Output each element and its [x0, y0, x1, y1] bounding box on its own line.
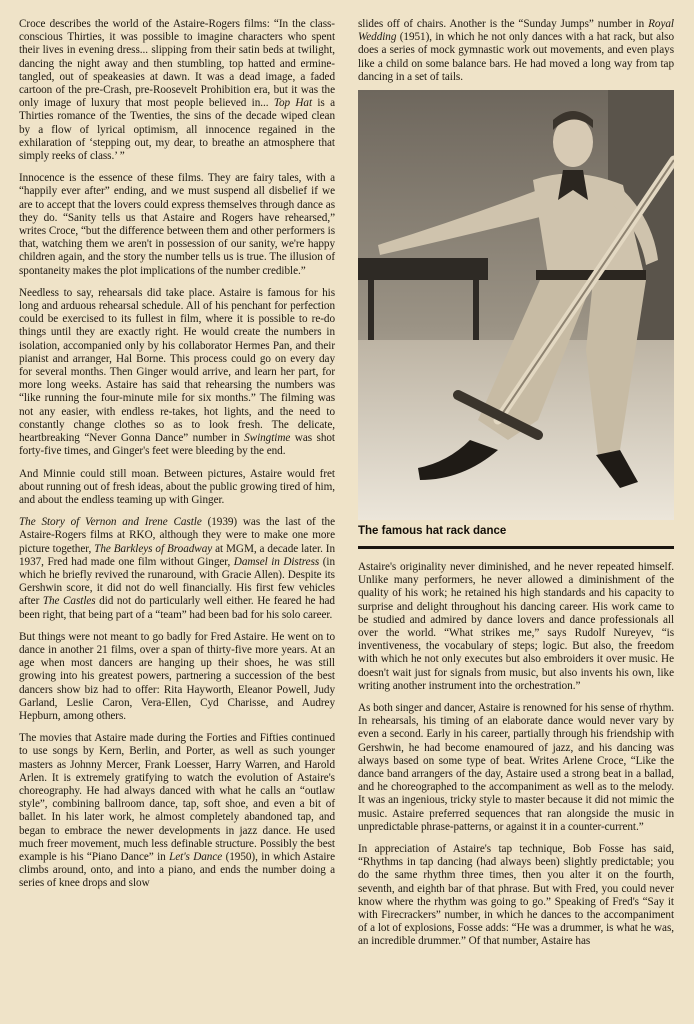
paragraph-forties-fifties: The movies that Astaire made during the Forties and Fifties continued to use songs by Kern, Berlin, and Porter, as well as such younger masters as Johnny Mercer, Frank Loesser, Harry Warren, and Harold Arlen. It is extremely gratifying to watch the evolution of Astaire's choreography. He had always danced with what he calls an “outlaw style”, combining ballroom dance, tap, soft shoe, and even a bit of ballet. In his later work, he almost completely abandoned tap, and began to embrace the newer developments in jazz dance. He used much freer movement, much less definable structure. Possibly the best example is his “Piano Dance” in Let's Dance (1950), in which Astaire climbs around, onto, and into a piano, and ends the number doing a series of knee drops and slow	[19, 732, 335, 890]
left-column	[19, 18, 335, 900]
paragraph-21-films: But things were not meant to go badly for Fred Astaire. He went on to dance in another 21 films, over a span of thirty-five more years. At an age when most dancers are hanging up their shoes, he was still growing into his greatest powers, partnering a succession of the best dancers show biz had to offer: Rita Hayworth, Eleanor Powell, Judy Garland, Leslie Caron, Vera-Ellen, Cyd Charisse, and Audrey Hepburn, among others.	[19, 630, 335, 722]
caption-rule	[358, 546, 674, 549]
paragraph-rehearsals: Needless to say, rehearsals did take place. Astaire is famous for his long and arduous rehearsal schedule. All of his penchant for perfection could be exercised to its fullest in film, where it is possible to re-do things until they are exactly right. He would create the numbers in isolation, accompanied only by his collaborator Hermes Pan, and their pianist and arranger, Hal Borne. This process could go on every day for several months. Then Ginger would arrive, and learn her part, for more long weeks. Astaire has said that rehearsing the numbers was “like running the four-minute mile for six months.” The filming was not any easier, with endless re-takes, hot lights, and the need to constantly change clothes so as to look fresh. The delicate, heartbreaking “Never Gonna Dance” number in Swingtime was shot forty-five times, and Ginger's feet were bleeding by the end.	[19, 286, 335, 458]
paragraph-minnie: And Minnie could still moan. Between pictures, Astaire would fret about running out of fresh ideas, about the public growing tired of him, and about the endless teaming up with Ginger.	[19, 467, 335, 506]
paragraph-croce-thirties: Croce describes the world of the Astaire-Rogers films: “In the class-conscious Thirties, it was possible to imagine characters who spent their lives in evening dress... slipping from their satin beds at twilight, dancing the night away and then stumbling, top hatted and ermine-tangled, out of speakeasies at dawn. It was a dead image, a faded cartoon of the pre-Crash, pre-Roosevelt Prohibition era, but it was the only image of luxury that most people believed in... Top Hat is a Thirties romance of the Twenties, the sins of the decade wiped clean by a flow of lyrical optimism, all innocence regained in the exhilaration of ‘stepping out, my dear, to breathe an atmosphere that simply reeks of class.’ ”	[19, 18, 335, 163]
photo-caption: The famous hat rack dance	[358, 525, 507, 537]
paragraph-castles: The Story of Vernon and Irene Castle (1939) was the last of the Astaire-Rogers films at RKO, although they were to make one more picture together, The Barkleys of Broadway at MGM, a decade later. In 1937, Fred had made one film without Ginger, Damsel in Distress (in which he briefly revived the runaround, with Gracie Allen). Despite its Gershwin score, it did not do well financially. His first few vehicles after The Castles did not do particularly well either. He feared he had been right, that being part of a “team” had been bad for his solo career.	[19, 516, 336, 621]
paragraph-rhythm: As both singer and dancer, Astaire is renowned for his sense of rhythm. In rehearsals, his timing of an elaborate dance would never vary by even a second. Early in his career, partially through his friendship with Gershwin, he had become enamoured of jazz, and his dancing was always based on some type of beat. Writes Arlene Croce, “Like the dance band arrangers of the day, Astaire used a strong beat in a ballad, and he choreographed to the accompaniment as well as to the melody. It was an ingenious, tricky style to master because it did not mimic the music. Astaire preferred sequences that ran alongside the music in unpredictable phrase-patterns, or against it in a counter-current.”	[358, 702, 675, 833]
paragraph-fosse: In appreciation of Astaire's tap technique, Bob Fosse has said, “Rhythms in tap dancing (had always been) slightly predictable; you do the same rhythm three times, then you alter it on the fourth, seventh, and eighth bar of that phrase. But with Fred, you could never know where the rhythm was going to go.” Speaking of Fred's “Say it with Firecrackers” number, in which he dances to the accompaniment of a lot of explosions, Fosse adds: “He was a drummer, is what he was, an incredible drummer.” Of that number, Astaire has	[358, 843, 674, 948]
dancer-illustration	[358, 90, 674, 520]
right-column-bottom	[358, 561, 674, 958]
paragraph-sunday-jumps: slides off of chairs. Another is the “Sunday Jumps” number in Royal Wedding (1951), in which he not only dances with a hat rack, but also does a series of mock gymnastic work out movements, and even plays like a child on some balance bars. He had moved a long way from tap dancing in a set of tails.	[358, 18, 675, 83]
paragraph-originality: Astaire's originality never diminished, and he never repeated himself. Unlike many performers, he never allowed a diminishment of the quality of his work; he retained his high standards and his capacity to surprise and delight throughout his dancing career. His work came to be studied and admired by dance lovers and dance professionals all over the world. “What strikes me,” says Rudolf Nureyev, “is inventiveness, the vocabulary of steps; logic. But also, the freedom with which he not only executes but also embroiders it over music. He doesn't wait just for signals from music, but also invents his own, like writing another instrument into the orchestration.”	[358, 561, 674, 692]
right-column-top	[358, 18, 674, 93]
paragraph-innocence: Innocence is the essence of these films. They are fairy tales, with a “happily ever after” ending, and we must suspend all disbelief if we are to accept that the lovers could express themselves through dance as they do. “Sanity tells us that Astaire and Rogers have rehearsed,” writes Croce, “but the difference between them and other performers is that, watching them we aren't in possession of our sanity, we're happy children again, and the story the number tells us is true. The illusion of spontaneity makes the plot implications of the number credible.”	[19, 172, 335, 277]
hat-rack-dance-photo	[358, 90, 674, 520]
balance-bar	[358, 258, 488, 280]
